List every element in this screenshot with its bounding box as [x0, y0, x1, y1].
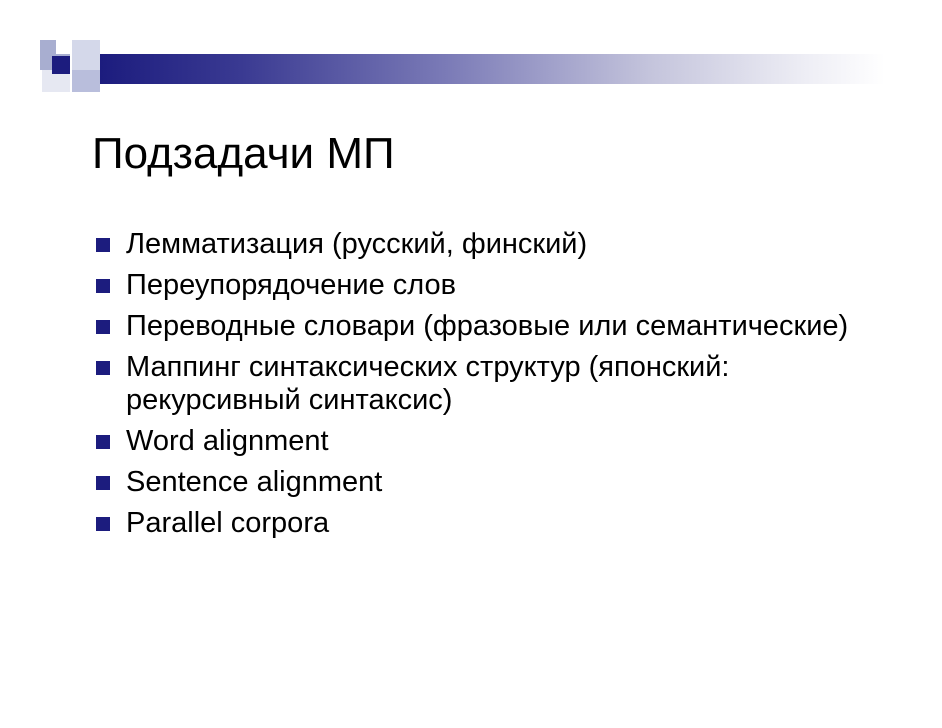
bullet-text: Parallel corpora	[126, 507, 330, 539]
slide-title: Подзадачи МП	[92, 129, 395, 178]
bullet-text: Sentence alignment	[126, 466, 383, 498]
bullet-list	[92, 228, 892, 548]
bullet-item	[92, 507, 892, 540]
square-bullet-icon	[96, 476, 110, 490]
decorative-square	[72, 40, 100, 70]
gradient-bar	[100, 54, 885, 84]
bullet-text: Маппинг синтаксических структур (японский: рекурсивный синтаксис)	[126, 351, 730, 416]
bullet-text: Word alignment	[126, 425, 329, 457]
bullet-item	[92, 425, 892, 458]
bullet-text: Лемматизация (русский, финский)	[126, 228, 588, 260]
bullet-item	[92, 351, 892, 417]
square-bullet-icon	[96, 361, 110, 375]
bullet-item	[92, 310, 892, 343]
square-bullet-icon	[96, 279, 110, 293]
bullet-text: Переупорядочение слов	[126, 269, 457, 301]
square-bullet-icon	[96, 517, 110, 531]
decorative-square	[56, 40, 70, 54]
decorative-square	[52, 56, 70, 74]
bullet-item	[92, 269, 892, 302]
header-decoration	[0, 0, 942, 110]
square-bullet-icon	[96, 320, 110, 334]
square-bullet-icon	[96, 435, 110, 449]
bullet-item	[92, 466, 892, 499]
bullet-item	[92, 228, 892, 261]
decorative-square	[72, 70, 100, 92]
bullet-text: Переводные словари (фразовые или семантические)	[126, 310, 849, 342]
square-bullet-icon	[96, 238, 110, 252]
